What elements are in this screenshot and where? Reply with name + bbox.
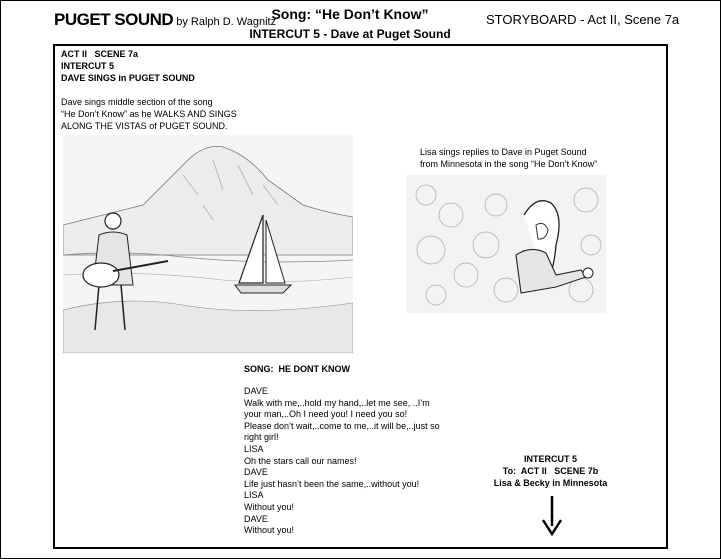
lyric-line: DAVE: [244, 513, 268, 524]
lisa-caption: [420, 146, 597, 170]
lyric-line: Life just hasn’t been the same,..without you!: [244, 478, 420, 489]
arrow-down-icon: [540, 494, 564, 536]
header-center: [230, 6, 470, 41]
description-line: ALONG THE VISTAS of PUGET SOUND.: [61, 121, 228, 131]
scene-line: ACT II SCENE 7a: [61, 49, 139, 59]
caption-line: Lisa sings replies to Dave in Puget Sound: [420, 147, 587, 157]
intercut-line: To: ACT II SCENE 7b: [502, 466, 599, 476]
dave-guitar-sailboat-illustration: [63, 135, 353, 353]
lyric-line: Without you!: [244, 501, 295, 512]
song-lyrics: [244, 386, 454, 537]
header-title: PUGET SOUND by Ralph D. Wagnitz: [54, 10, 277, 29]
description-line: Dave sings middle section of the song: [61, 97, 213, 107]
lyric-line: DAVE: [244, 467, 268, 478]
lyric-line: Walk with me,..hold my hand,..let me see, ..I’m: [244, 397, 430, 408]
lyric-line: Please don’t wait,..come to me,..it will be,..just so: [244, 420, 440, 431]
lyric-line: your man,..Oh I need you! I need you so!: [244, 409, 408, 420]
song-heading: Song: “He Don’t Know”: [271, 6, 429, 22]
intercut-line: Lisa & Becky in Minnesota: [493, 478, 608, 488]
intercut-heading: INTERCUT 5 - Dave at Puget Sound: [249, 27, 451, 41]
scene-line: DAVE SINGS in PUGET SOUND: [61, 73, 195, 83]
scene-description: [61, 96, 237, 132]
scene-info: [61, 48, 195, 84]
intercut-line: INTERCUT 5: [523, 454, 577, 464]
storyboard-label: STORYBOARD - Act II, Scene 7a: [486, 12, 680, 27]
lyric-line: LISA: [244, 443, 264, 454]
caption-line: from Minnesota in the song “He Don’t Know”: [420, 159, 598, 169]
intercut-note: [478, 453, 623, 489]
header-byline: by Ralph D. Wagnitz: [173, 16, 277, 28]
lyric-line: LISA: [244, 490, 264, 501]
lyric-line: DAVE: [244, 386, 268, 396]
lyric-line: Without you!: [244, 525, 295, 536]
lyric-line: right girl!: [244, 432, 279, 443]
lyric-line: Oh the stars call our names!: [244, 455, 357, 466]
description-line: “He Don’t Know” as he WALKS AND SINGS: [61, 109, 237, 119]
song-title: SONG: HE DONT KNOW: [244, 364, 350, 374]
scene-line: INTERCUT 5: [61, 61, 115, 71]
lisa-singing-illustration: [406, 175, 606, 313]
